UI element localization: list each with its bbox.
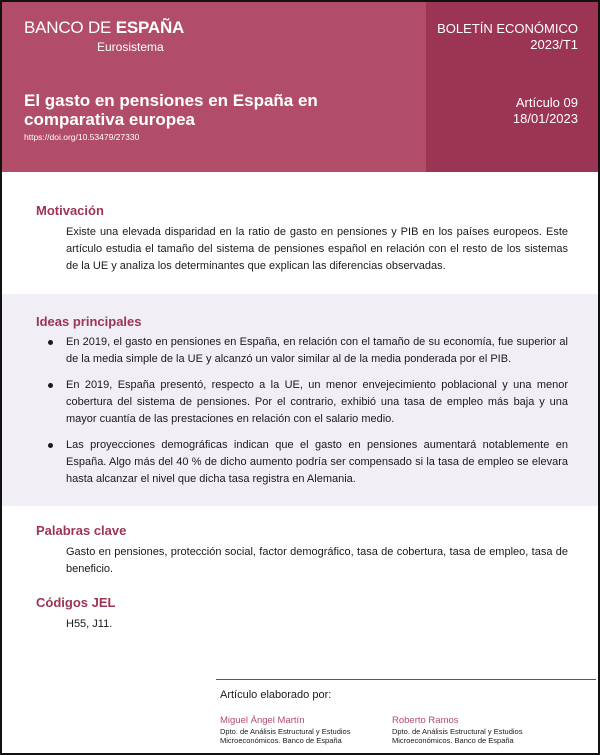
article-info [513,95,578,127]
author-name: Miguel Ángel Martín [220,715,305,726]
idea-item: En 2019, España presentó, respecto a la UE, un menor envejecimiento poblacional y una menor cobertura del sistema de pensiones. Por el contrario, exhibió una tasa de empleo más baja y una mayor cuantía de las prestaciones en relación con el salario medio. [66,379,568,425]
banco-de-espana-logo [24,18,184,38]
author-affiliation: Dpto. de Análisis Estructural y Estudios Microeconómicos. Banco de España [220,727,351,745]
article-title: El gasto en pensiones en España en comparativa europea [24,91,318,129]
publication-issue: 2023/T1 [530,37,578,52]
bullet-icon [48,383,53,388]
section-title-palabras: Palabras clave [36,523,127,538]
logo-bold: ESPAÑA [115,18,185,37]
credits-heading: Artículo elaborado por: [220,689,332,701]
bullet-icon [48,443,53,448]
article-date: 18/01/2023 [512,111,578,126]
palabras-text: Gasto en pensiones, protección social, factor demográfico, tasa de cobertura, tasa de empleo, tasa de beneficio. [66,546,568,575]
section-title-motivacion: Motivación [36,203,104,218]
bullet-icon [48,340,53,345]
article-number: Artículo 09 [515,95,578,110]
author-name: Roberto Ramos [392,715,459,726]
eurosistema-label: Eurosistema [97,40,164,54]
author-affiliation: Dpto. de Análisis Estructural y Estudios Microeconómicos. Banco de España [392,727,523,745]
motivacion-text: Existe una elevada disparidad en la ratio de gasto en pensiones y PIB en los países europeos. Este artículo estudia el tamaño del sistema de pensiones español en relación con el resto de los sistemas de la UE y analiza los determinantes que explican las diferencias observadas. [66,226,568,272]
credits-divider [216,679,596,680]
section-title-jel: Códigos JEL [36,595,116,610]
doi-link[interactable]: https://doi.org/10.53479/27330 [24,132,140,142]
idea-item: En 2019, el gasto en pensiones en España, en relación con el tamaño de su economía, fue superior al de la media simple de la UE y alcanzó un valor similar al de la media ponderada por el PIB. [66,336,568,365]
idea-item: Las proyecciones demográficas indican que el gasto en pensiones aumentará notablemente en España. Algo más del 40 % de dicho aumento podría ser compensado si la tasa de empleo se elevara hasta alcanzar el nivel que dicha tasa registra en Alemania. [66,439,568,485]
publication-info [437,21,578,53]
logo-regular: BANCO DE [24,18,116,37]
jel-text: H55, J11. [66,618,113,630]
section-title-ideas: Ideas principales [36,314,142,329]
header-banner [2,2,598,172]
publication-name: BOLETÍN ECONÓMICO [437,21,578,36]
